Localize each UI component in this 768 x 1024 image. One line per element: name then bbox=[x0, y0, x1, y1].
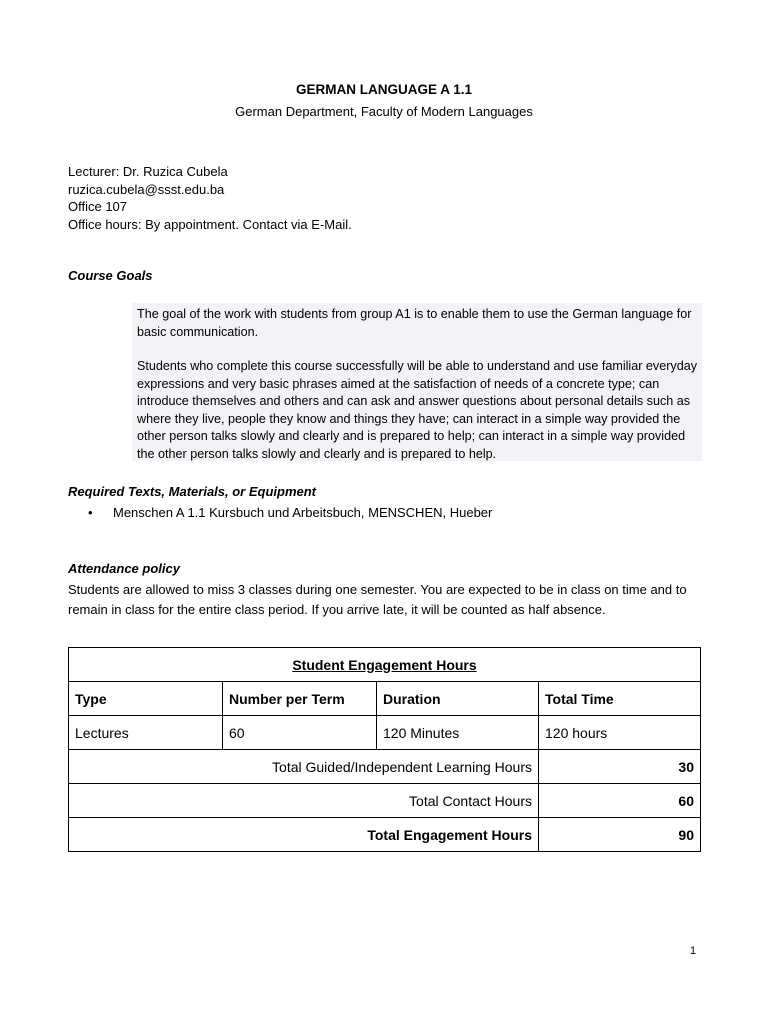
lecturer-info bbox=[68, 163, 352, 233]
totals-row bbox=[69, 784, 701, 818]
required-texts-list bbox=[88, 505, 492, 520]
header-total-time: Total Time bbox=[539, 682, 701, 716]
lecturer-office-hours: Office hours: By appointment. Contact via E-Mail. bbox=[68, 216, 352, 232]
list-item bbox=[88, 505, 492, 520]
course-goals-paragraph-1: The goal of the work with students from group A1 is to enable them to use the German language for basic communication. bbox=[137, 307, 692, 339]
header-type: Type bbox=[69, 682, 223, 716]
header-duration: Duration bbox=[377, 682, 539, 716]
total-contact-value: 60 bbox=[539, 784, 701, 818]
table-header-row bbox=[69, 682, 701, 716]
attendance-heading: Attendance policy bbox=[68, 561, 180, 576]
document-title: GERMAN LANGUAGE A 1.1 bbox=[295, 82, 472, 97]
cell-total-time: 120 hours bbox=[539, 716, 701, 750]
total-guided-label: Total Guided/Independent Learning Hours bbox=[69, 750, 539, 784]
course-goals-paragraph-2: Students who complete this course successfully will be able to understand and use familiar everyday expressions and very basic phrases aimed at the satisfaction of needs of a concrete type; can introduce themselves and others and can ask and answer questions about personal details such as where they live, people they know and things they have; can interact in a simple way provided the other person talks slowly and clearly and is prepared to help; can interact in a simple way provided the other person talks slowly and clearly and is prepared to help. bbox=[137, 359, 698, 461]
engagement-table bbox=[68, 647, 701, 852]
total-engagement-label: Total Engagement Hours bbox=[69, 818, 539, 852]
required-texts-heading: Required Texts, Materials, or Equipment bbox=[68, 484, 317, 499]
lecturer-office: Office 107 bbox=[68, 199, 128, 214]
attendance-text: Students are allowed to miss 3 classes during one semester. You are expected to be in class on time and to remain in class for the entire class period. If you arrive late, it will be counted as half absence. bbox=[68, 582, 687, 617]
course-goals-heading: Course Goals bbox=[68, 268, 153, 283]
total-guided-value: 30 bbox=[539, 750, 701, 784]
totals-row bbox=[69, 818, 701, 852]
cell-number-per-term: 60 bbox=[223, 716, 377, 750]
header-number-per-term: Number per Term bbox=[223, 682, 377, 716]
lecturer-name: Lecturer: Dr. Ruzica Cubela bbox=[68, 164, 228, 179]
totals-row bbox=[69, 750, 701, 784]
cell-duration: 120 Minutes bbox=[377, 716, 539, 750]
document-subtitle: German Department, Faculty of Modern Languages bbox=[235, 104, 533, 119]
total-engagement-value: 90 bbox=[539, 818, 701, 852]
total-contact-label: Total Contact Hours bbox=[69, 784, 539, 818]
bullet-icon: • bbox=[88, 505, 93, 520]
table-row bbox=[69, 716, 701, 750]
list-item-text: Menschen A 1.1 Kursbuch und Arbeitsbuch, MENSCHEN, Hueber bbox=[113, 505, 493, 520]
table-caption: Student Engagement Hours bbox=[69, 648, 701, 682]
course-goals-box bbox=[132, 303, 702, 461]
page-number: 1 bbox=[690, 945, 697, 957]
cell-type: Lectures bbox=[69, 716, 223, 750]
lecturer-email: ruzica.cubela@ssst.edu.ba bbox=[68, 181, 225, 197]
